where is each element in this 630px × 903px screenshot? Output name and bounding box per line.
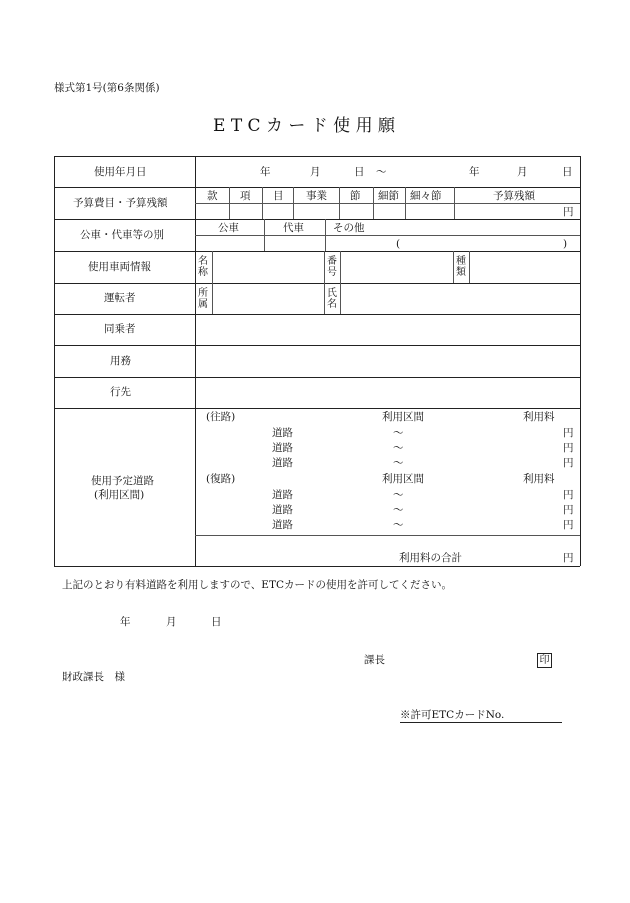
driver-dept-label: 所 属 [198,288,208,310]
road-label: 道路 [272,519,293,531]
road-tilde: ～ [393,442,404,454]
budget-col-kou: 項 [240,190,251,202]
outbound-label: (往路) [206,411,236,423]
road-yen: 円 [563,457,574,469]
option-other[interactable]: その他 [333,222,365,234]
driver-name-label: 氏 名 [327,288,337,310]
road-yen: 円 [563,427,574,439]
budget-col-saisaisetsu: 細々節 [410,190,442,202]
option-substitute-car[interactable]: 代車 [283,222,304,234]
budget-col-kan: 款 [207,190,218,202]
road-tilde: ～ [393,489,404,501]
date-tilde: ～ [376,166,387,178]
budget-col-setsu: 節 [350,190,361,202]
vehicle-kind-label: 種 類 [456,256,466,278]
permit-card-number-label: ※許可ETCカードNo. [400,709,505,721]
budget-yen: 円 [563,206,574,218]
destination-label: 行先 [110,386,131,398]
vehicle-name-label: 名 称 [198,256,208,278]
road-label: 道路 [272,504,293,516]
date-to-day: 日 [562,166,573,178]
fee-header: 利用料 [523,473,555,485]
fee-header: 利用料 [523,411,555,423]
addressee: 財政課長 様 [62,671,125,683]
vehicle-info-label: 使用車両情報 [88,261,151,273]
road-yen: 円 [563,442,574,454]
budget-col-moku: 目 [273,190,284,202]
date-from-year: 年 [260,166,271,178]
sign-month: 月 [166,616,177,628]
road-tilde: ～ [393,519,404,531]
sign-year: 年 [120,616,131,628]
vehicle-type-label: 公車・代車等の別 [80,229,164,241]
form-number: 様式第1号(第6条関係) [54,82,160,94]
section-header: 利用区間 [382,473,424,485]
budget-col-saisetsu: 細節 [378,190,399,202]
road-label: 道路 [272,457,293,469]
return-label: (復路) [206,473,236,485]
road-tilde: ～ [393,427,404,439]
date-to-month: 月 [517,166,528,178]
other-paren-open: ( [396,238,401,250]
road-label: 道路 [272,427,293,439]
permit-card-number-line[interactable] [400,722,562,723]
budget-col-remaining: 予算残額 [493,190,535,202]
seal-box: 印 [537,653,552,668]
road-yen: 円 [563,504,574,516]
road-yen: 円 [563,489,574,501]
total-fee-label: 利用料の合計 [399,552,462,564]
road-label: 道路 [272,489,293,501]
total-fee-yen: 円 [563,552,574,564]
passenger-label: 同乗者 [104,323,136,335]
road-yen: 円 [563,519,574,531]
road-tilde: ～ [393,504,404,516]
option-official-car[interactable]: 公車 [218,222,239,234]
date-to-year: 年 [469,166,480,178]
usage-date-label: 使用年月日 [94,166,147,178]
sign-day: 日 [211,616,222,628]
request-statement: 上記のとおり有料道路を利用しますので、ETCカードの使用を許可してください。 [62,579,452,591]
chief-label: 課長 [364,654,385,666]
roads-label-line1: 使用予定道路 [91,475,154,487]
driver-label: 運転者 [104,292,136,304]
vehicle-number-label: 番 号 [327,256,337,278]
date-from-month: 月 [310,166,321,178]
budget-label: 予算費目・予算残額 [73,197,168,209]
other-paren-close: ) [563,238,568,250]
road-tilde: ～ [393,457,404,469]
budget-col-jigyou: 事業 [306,190,327,202]
date-from-day: 日 [354,166,365,178]
roads-label-line2: (利用区間) [94,489,145,501]
page-title: E T C カ ー ド 使 用 願 [213,116,395,136]
purpose-label: 用務 [110,355,131,367]
section-header: 利用区間 [382,411,424,423]
road-label: 道路 [272,442,293,454]
